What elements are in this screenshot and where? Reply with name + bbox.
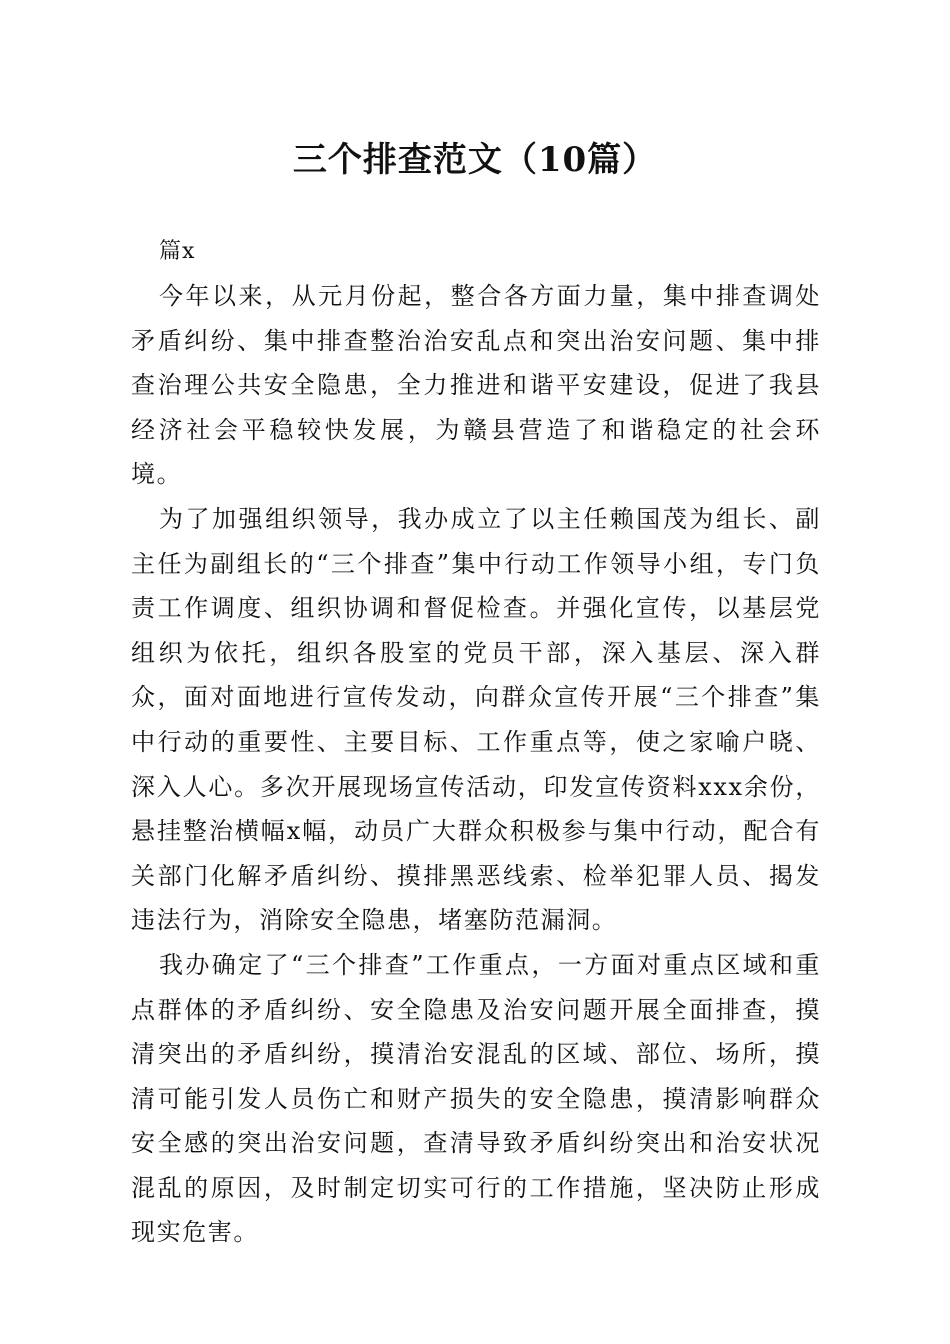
document-title: 三个排查范文（10篇） — [292, 140, 658, 180]
section-label: 篇x — [159, 239, 196, 264]
paragraph-intro: 今年以来，从元月份起，整合各方面力量，集中排查调处矛盾纠纷、集中排查整治治安乱点和突出治安问题、集中排查治理公共安全隐患，全力推进和谐平安建设，促进了我县经济社会平稳较快发展，为赣县营造了和谐稳定的社会环境。 — [131, 282, 821, 489]
paragraph-organization: 为了加强组织领导，我办成立了以主任赖国茂为组长、副主任为副组长的“三个排查”集中行动工作领导小组，专门负责工作调度、组织协调和督促检查。并强化宣传，以基层党组织为依托，组织各股室的党员干部，深入基层、深入群众，面对面地进行宣传发动，向群众宣传开展“三个排查”集中行动的重要性、主要目标、工作重点等，使之家喻户晓、深入人心。多次开展现场宣传活动，印发宣传资料xxx余份，悬挂整治横幅x幅，动员广大群众积极参与集中行动，配合有关部门化解矛盾纠纷、摸排黑恶线索、检举犯罪人员、揭发违法行为，消除安全隐患，堵塞防范漏洞。 — [131, 504, 821, 935]
document-body — [131, 230, 821, 1255]
paragraph-key-work: 我办确定了“三个排查”工作重点，一方面对重点区域和重点群体的矛盾纠纷、安全隐患及治安问题开展全面排查，摸清突出的矛盾纠纷，摸清治安混乱的区域、部位、场所，摸清可能引发人员伤亡和财产损失的安全隐患，摸清影响群众安全感的突出治安问题，查清导致矛盾纠纷突出和治安状况混乱的原因，及时制定切实可行的工作措施，坚决防止形成现实危害。 — [131, 950, 821, 1247]
